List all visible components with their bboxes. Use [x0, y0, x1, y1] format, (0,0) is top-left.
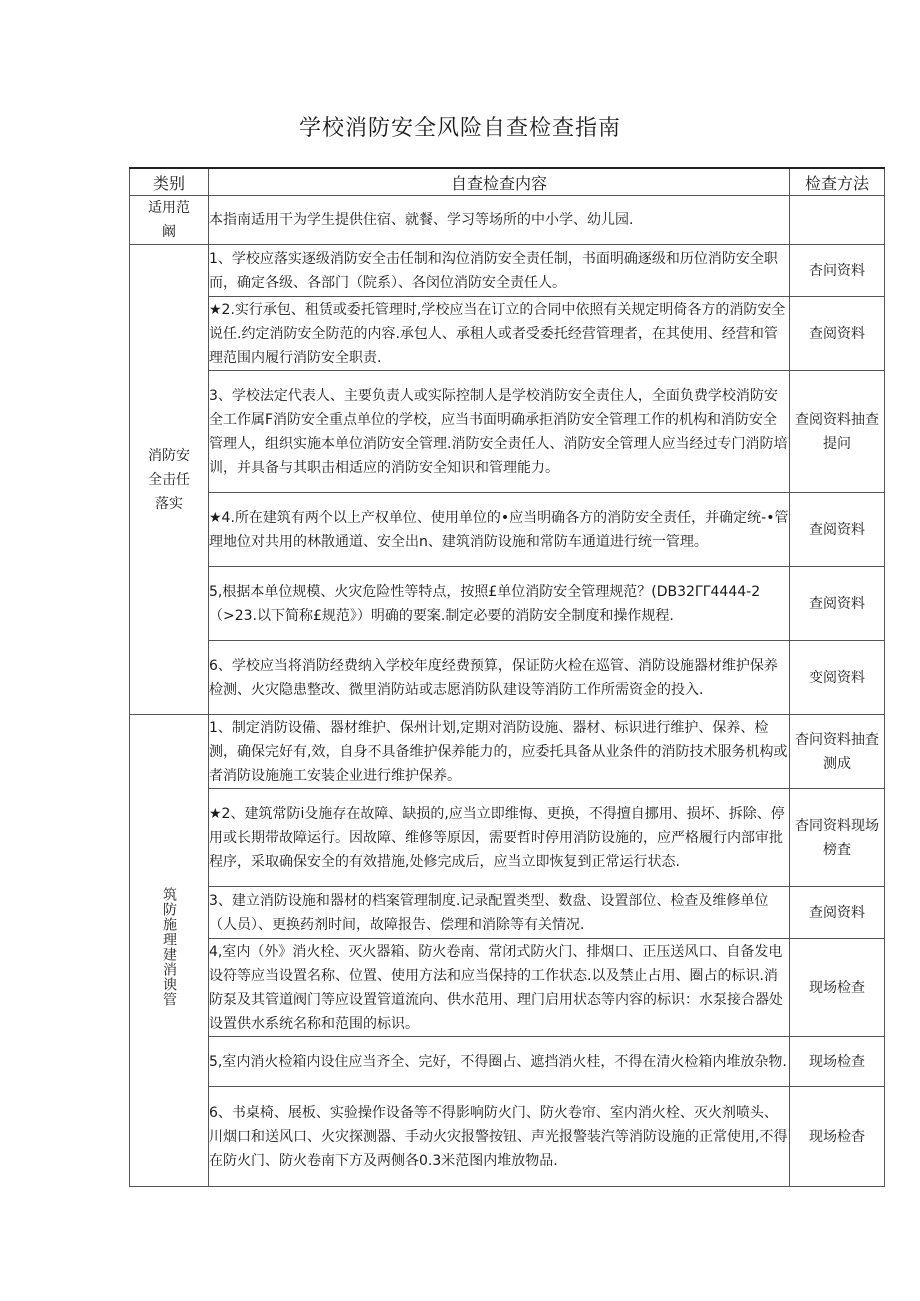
method-cell: 查阅资料: [790, 887, 885, 939]
content-cell: 6、学校应当将消防经费纳入学校年度经费预算，保证防火检在巡管、消防设施器材维护保养检测、火灾隐患整改、微里消防站或志愿消防队建设等消防工作所需资金的投入.: [209, 641, 790, 715]
method-cell: 现场检杳: [790, 1087, 885, 1187]
content-cell: 4,室内（外》消火栓、灭火器箱、防火卷南、常闭式防火门、排烟口、正压送风口、自备发电设符等应当设置名称、位置、使用方法和应当保持的工作状态.以及禁止占用、圈占的标识.消防泵及其管道阀门等应设置管道流向、供水范用、理门启用状态等内容的标识：水泵接合器处设置供水系统名称和范围的标识。: [209, 939, 790, 1037]
table-row: [130, 371, 885, 493]
category-facilities-label: 筑防施理建消谀管: [161, 886, 177, 1007]
content-cell: 5,室内消火检箱内设住应当齐全、完好，不得圈占、遮挡消火桂，不得在清火检箱内堆放杂物.: [209, 1037, 790, 1087]
method-cell: 变阅资料: [790, 641, 885, 715]
method-cell: 查阅资料: [790, 493, 885, 567]
table-row: [130, 715, 885, 789]
header-category: 类别: [130, 168, 209, 196]
method-cell: 现场检查: [790, 1037, 885, 1087]
content-cell: 5,根据本单位规模、火灾危险性等特点，按照£单位消防安全管理规范？(DB32ΓΓ4444-2（>23.以下简称£规范》）明确的要案.制定必要的消防安全制度和操作规程.: [209, 567, 790, 641]
content-cell: 3、建立消防设施和器材的档案管理制度.记录配置类型、数盘、设置部位、检查及维修单位（人员）、更换药剂时间，故障报告、偿理和消除等有关情况.: [209, 887, 790, 939]
header-content: 自查检查内容: [209, 168, 790, 196]
method-cell: 杳问资料抽査测成: [790, 715, 885, 789]
table-header-row: [130, 168, 885, 196]
table-row-scope: [130, 196, 885, 245]
content-cell: 3、学校法定代表人、主要负责人或实际控制人是学校消防安全责住人，全面负费学校消防安全工作属F消防安全重点单位的学校，应当书面明确承拒消防安全管理工作的机构和消防安全管理人，组织实施本单位消防安全管理.消防安全责任人、消防安全管理人应当经过专门消防培训，并具备与其职击相适应的消防安全知识和管理能力。: [209, 371, 790, 493]
content-cell: ★2、建筑常防i殳施存在故障、缺损的,应当立即维悔、更换，不得擅自挪用、损坏、拆除、停用或长期带故障运行。因故障、维修等原因，需要哲时停用消防设施的，应严格履行内部审批程序，采取确保安全的有效措施,处修完成后，应当立即恢复到正常运行状态.: [209, 789, 790, 887]
category-responsibility: [130, 245, 209, 715]
category-facilities: [130, 715, 209, 1187]
table-row: [130, 789, 885, 887]
table-row: [130, 887, 885, 939]
table-row: [130, 939, 885, 1037]
content-cell: ★4.所在建筑有两个以上产权单位、使用单位的•应当明确各方的消防安全责任，并确定统-•管理地位对共用的林散通道、安全出n、建筑消防设施和常防车通道进行统一管理。: [209, 493, 790, 567]
content-cell: 1、制定消防设備、器材维护、保州计划,定期对消防设施、器材、标识进行维护、保养、检测，确保完好有,效，自身不具备维护保养能力的，应委托具备从业条件的消防技术服务机构或者消防设施施工安装企业进行维护保养。: [209, 715, 790, 789]
table-row: [130, 245, 885, 297]
inspection-table: [129, 167, 885, 1187]
page-title: 学校消防安全风险自查检查指南: [298, 116, 621, 141]
content-cell: 6、书桌椅、展板、实验操作设备等不得影响防火门、防火卷帘、室内消火栓、灭火剂喷头、川烟口和送风口、火灾探测器、手动火灾报警按钮、声光报警装汽等消防设施的正常使用,不得在防火门、防火卷南下方及两侧各0.3米范图内堆放物品.: [209, 1087, 790, 1187]
table-row: [130, 641, 885, 715]
method-cell: 杳同资料现场榜査: [790, 789, 885, 887]
table-row: [130, 567, 885, 641]
method-cell: [790, 196, 885, 245]
method-cell: 杏问资料: [790, 245, 885, 297]
method-cell: 查阅资料抽查提问: [790, 371, 885, 493]
content-cell: ★2.实行承包、租赁或委托管理时,学校应当在订立的合同中依照有关规定明倚各方的消防安全说任.约定消防安全防范的内容.承包人、承租人或者受委托经营管理者，在其使用、经营和管理范围内履行消防安全职责.: [209, 297, 790, 371]
table-row: [130, 1037, 885, 1087]
table-row: [130, 1087, 885, 1187]
content-cell: 1、学校应落实逐级消防安全击任制和沟位消防安全责任制，书面明确逐级和历位消防安全职而，确定各级、各部门（院系）、各闵位消防安全责任人。: [209, 245, 790, 297]
category-scope-label: 适用范阚: [148, 200, 190, 240]
table-row: [130, 493, 885, 567]
method-cell: 现场检查: [790, 939, 885, 1037]
method-cell: 查阅资料: [790, 567, 885, 641]
table-row: [130, 297, 885, 371]
header-method: 检查方法: [790, 168, 885, 196]
content-cell: 本指南适用干为学生提供住宿、就餐、学习等场所的中小学、幼儿园.: [209, 196, 790, 245]
category-responsibility-label: 消防安全击任落实: [148, 447, 190, 512]
category-scope: [130, 196, 209, 245]
method-cell: 查阅资料: [790, 297, 885, 371]
